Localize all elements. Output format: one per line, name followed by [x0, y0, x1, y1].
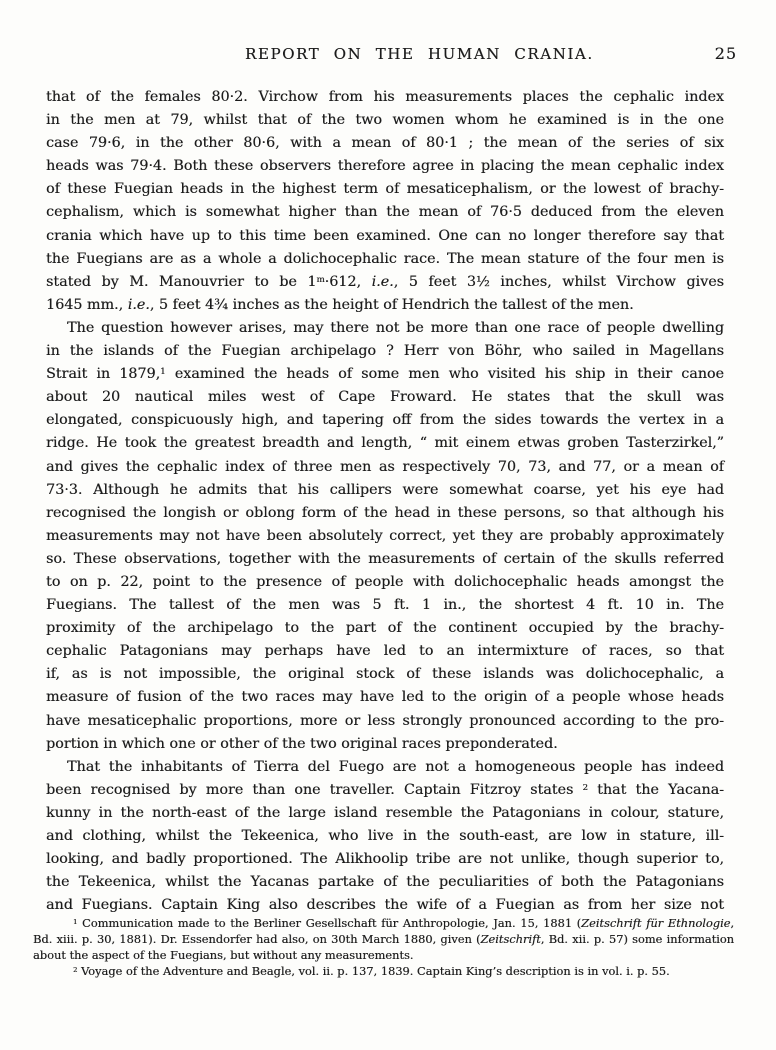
footnote-line: $^2$ Voyage of the Adventure and Beagle, vol. ii. p. 137, 1839. Captain King’s description is in vol. i. p. 55.: [73, 963, 670, 978]
text-line: in the islands of the Fuegian archipelago ? Herr von Böhr, who sailed in Magellans: [46, 343, 724, 360]
text-line: portion in which one or other of the two original races preponderated.: [46, 735, 558, 752]
text-line: measurements may not have been absolutely correct, yet they are probably approximately: [46, 527, 724, 544]
footnote-line: $^1$ Communication made to the Berliner Gesellschaft für Anthropologie, Jan. 15, 1881 (Zeitschrift für Ethnologie,: [73, 916, 735, 930]
text-line: the Fuegians are as a whole a dolichocephalic race. The mean stature of the four men is: [46, 250, 724, 267]
text-line: been recognised by more than one traveller. Captain Fitzroy states $^2$ that the Yacana-: [46, 781, 724, 798]
footnotes: [33, 916, 734, 980]
text-line: and clothing, whilst the Tekeenica, who live in the south-east, are low in stature, ill-: [46, 828, 724, 844]
text-line: about 20 nautical miles west of Cape Froward. He states that the skull was: [46, 389, 724, 406]
text-line: case 79·6, in the other 80·6, with a mean of 80·1 ; the mean of the series of six: [46, 135, 724, 152]
text-line: measure of fusion of the two races may have led to the origin of a people whose heads: [46, 689, 724, 706]
footnote-line: Bd. xiii. p. 30, 1881). Dr. Essendorfer had also, on 30th March 1880, given (Zeitschrift, Bd. xii. p. 57) some information: [33, 931, 735, 946]
text-line: The question however arises, may there not be more than one race of people dwelling: [67, 319, 724, 336]
text-line: Strait in 1879,$^1$ examined the heads of some men who visited his ship in their canoe: [46, 366, 725, 383]
text-line: looking, and badly proportioned. The Alikhoolip tribe are not unlike, though superior to,: [46, 851, 724, 868]
text-line: cephalism, which is somewhat higher than the mean of 76·5 deduced from the eleven: [46, 204, 724, 221]
text-line: so. These observations, together with the measurements of certain of the skulls referred: [46, 550, 724, 567]
text-line: in the men at 79, whilst that of the two women whom he examined is in the one: [46, 112, 724, 129]
text-line: That the inhabitants of Tierra del Fuego are not a homogeneous people has indeed: [67, 758, 724, 775]
running-title: REPORT ON THE HUMAN CRANIA.: [245, 45, 594, 63]
text-line: heads was 79·4. Both these observers therefore agree in placing the mean cephalic index: [46, 158, 724, 175]
text-line: that of the females 80·2. Virchow from his measurements places the cephalic index: [46, 89, 724, 105]
text-line: 1645 mm., i.e., 5 feet 4¾ inches as the height of Hendrich the tallest of the men.: [46, 296, 634, 313]
text-line: to on p. 22, point to the presence of people with dolichocephalic heads amongst the: [46, 573, 724, 590]
page-number: 25: [714, 44, 737, 63]
text-line: 73·3. Although he admits that his callipers were somewhat coarse, yet his eye had: [46, 481, 724, 498]
text-line: the Tekeenica, whilst the Yacanas partake of the peculiarities of both the Patagonians: [46, 874, 724, 891]
text-line: crania which have up to this time been examined. One can no longer therefore say that: [46, 227, 724, 244]
text-line: of these Fuegian heads in the highest term of mesaticephalism, or the lowest of brachy-: [46, 181, 724, 198]
text-line: ridge. He took the greatest breadth and length, “ mit einem etwas groben Tasterzirkel,”: [46, 435, 724, 452]
text-line: kunny in the north-east of the large island resemble the Patagonians in colour, stature,: [46, 804, 724, 821]
text-line: recognised the longish or oblong form of the head in these persons, so that although his: [46, 504, 724, 521]
text-line: if, as is not impossible, the original stock of these islands was dolichocephalic, a: [46, 666, 724, 683]
body-text: [46, 86, 724, 917]
text-line: and Fuegians. Captain King also describes the wife of a Fuegian as from her size not: [46, 897, 724, 914]
text-line: cephalic Patagonians may perhaps have led to an intermixture of races, so that: [46, 643, 724, 660]
text-line: proximity of the archipelago to the part of the continent occupied by the brachy-: [46, 620, 724, 637]
footnote-line: about the aspect of the Fuegians, but without any measurements.: [33, 947, 414, 962]
text-line: have mesaticephalic proportions, more or less strongly pronounced according to the pro-: [46, 712, 724, 729]
text-line: Fuegians. The tallest of the men was 5 ft. 1 in., the shortest 4 ft. 10 in. The: [46, 597, 724, 614]
text-line: and gives the cephalic index of three men as respectively 70, 73, and 77, or a mean of: [46, 458, 724, 475]
text-line: elongated, conspicuously high, and tapering off from the sides towards the vertex in a: [46, 412, 724, 429]
text-line: stated by M. Manouvrier to be $1^m\cdot 612$, i.e., 5 feet 3½ inches, whilst Virchow gives: [46, 273, 725, 290]
